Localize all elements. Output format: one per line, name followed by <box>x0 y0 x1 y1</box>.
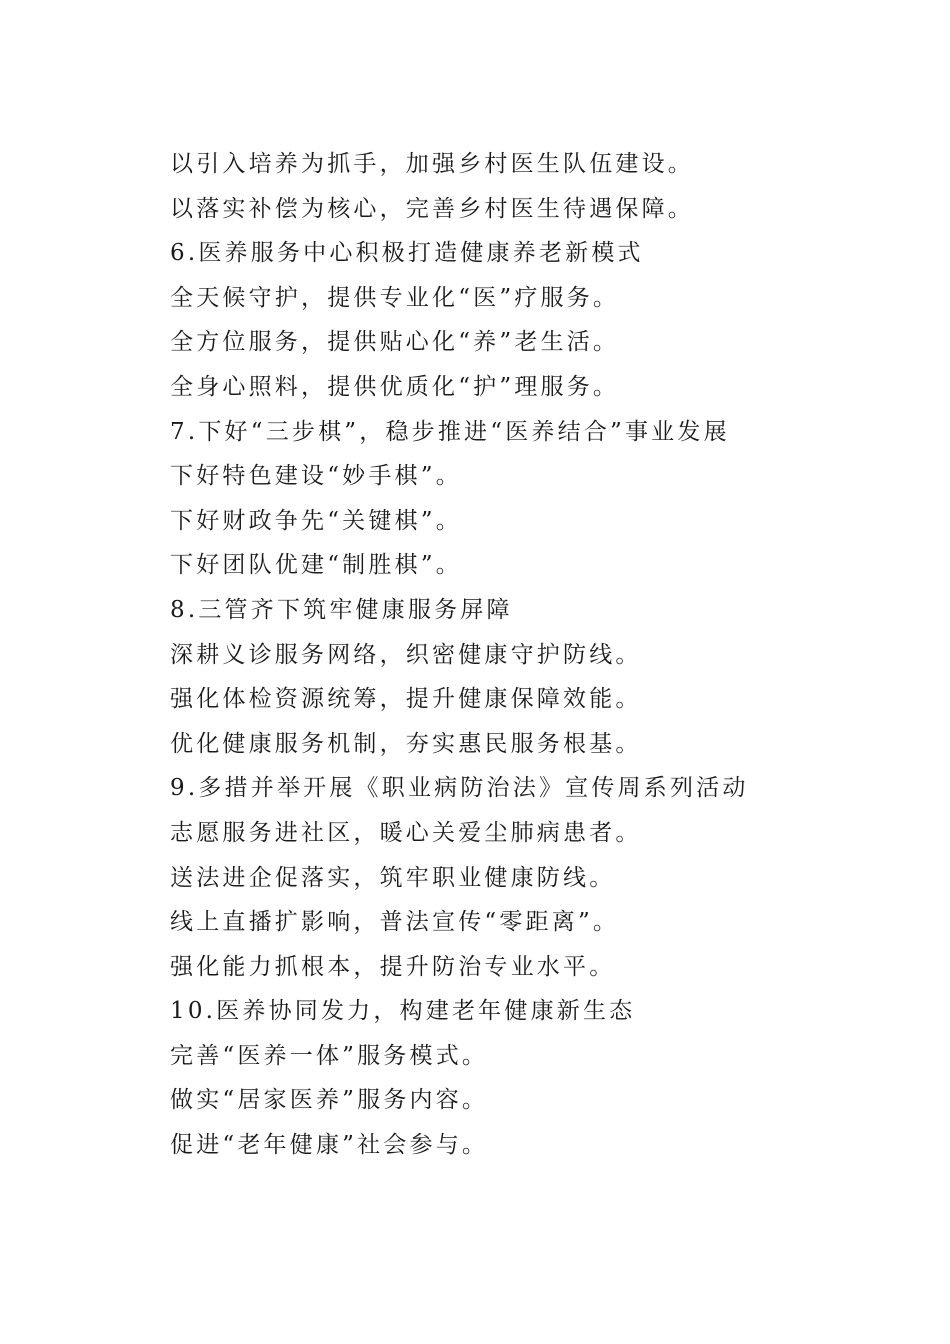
section-heading: 6.医养服务中心积极打造健康养老新模式 <box>170 240 644 267</box>
text-line: 下好特色建设“妙手棋”。 <box>170 463 462 490</box>
text-line: 做实“居家医养”服务内容。 <box>170 1087 489 1114</box>
section-heading: 9.多措并举开展《职业病防治法》宣传周系列活动 <box>170 775 749 802</box>
section-heading: 8.三管齐下筑牢健康服务屏障 <box>170 596 513 623</box>
text-line: 送法进企促落实，筑牢职业健康防线。 <box>170 864 616 891</box>
text-line: 促进“老年健康”社会参与。 <box>170 1132 489 1159</box>
text-line: 强化能力抓根本，提升防治专业水平。 <box>170 953 616 980</box>
document-body <box>170 142 870 1168</box>
text-line: 全方位服务，提供贴心化“养”老生活。 <box>170 329 620 356</box>
text-line: 以引入培养为抓手，加强乡村医生队伍建设。 <box>170 151 694 177</box>
section-heading: 10.医养协同发力，构建老年健康新生态 <box>170 998 636 1025</box>
text-line: 以落实补偿为核心，完善乡村医生待遇保障。 <box>170 195 694 222</box>
text-line: 下好团队优建“制胜棋”。 <box>170 552 462 579</box>
text-line: 优化健康服务机制，夯实惠民服务根基。 <box>170 730 642 757</box>
text-line: 全身心照料，提供优质化“护”理服务。 <box>170 373 620 400</box>
text-line: 强化体检资源统筹，提升健康保障效能。 <box>170 686 642 713</box>
text-line: 深耕义诊服务网络，织密健康守护防线。 <box>170 641 642 668</box>
text-line: 全天候守护，提供专业化“医”疗服务。 <box>170 284 620 311</box>
section-heading: 7.下好“三步棋”，稳步推进“医养结合”事业发展 <box>170 418 730 445</box>
text-line: 下好财政争先“关键棋”。 <box>170 507 462 534</box>
text-line: 线上直播扩影响，普法宣传“零距离”。 <box>170 909 620 936</box>
text-line: 志愿服务进社区，暖心关爱尘肺病患者。 <box>170 819 642 846</box>
text-line: 完善“医养一体”服务模式。 <box>170 1042 489 1069</box>
